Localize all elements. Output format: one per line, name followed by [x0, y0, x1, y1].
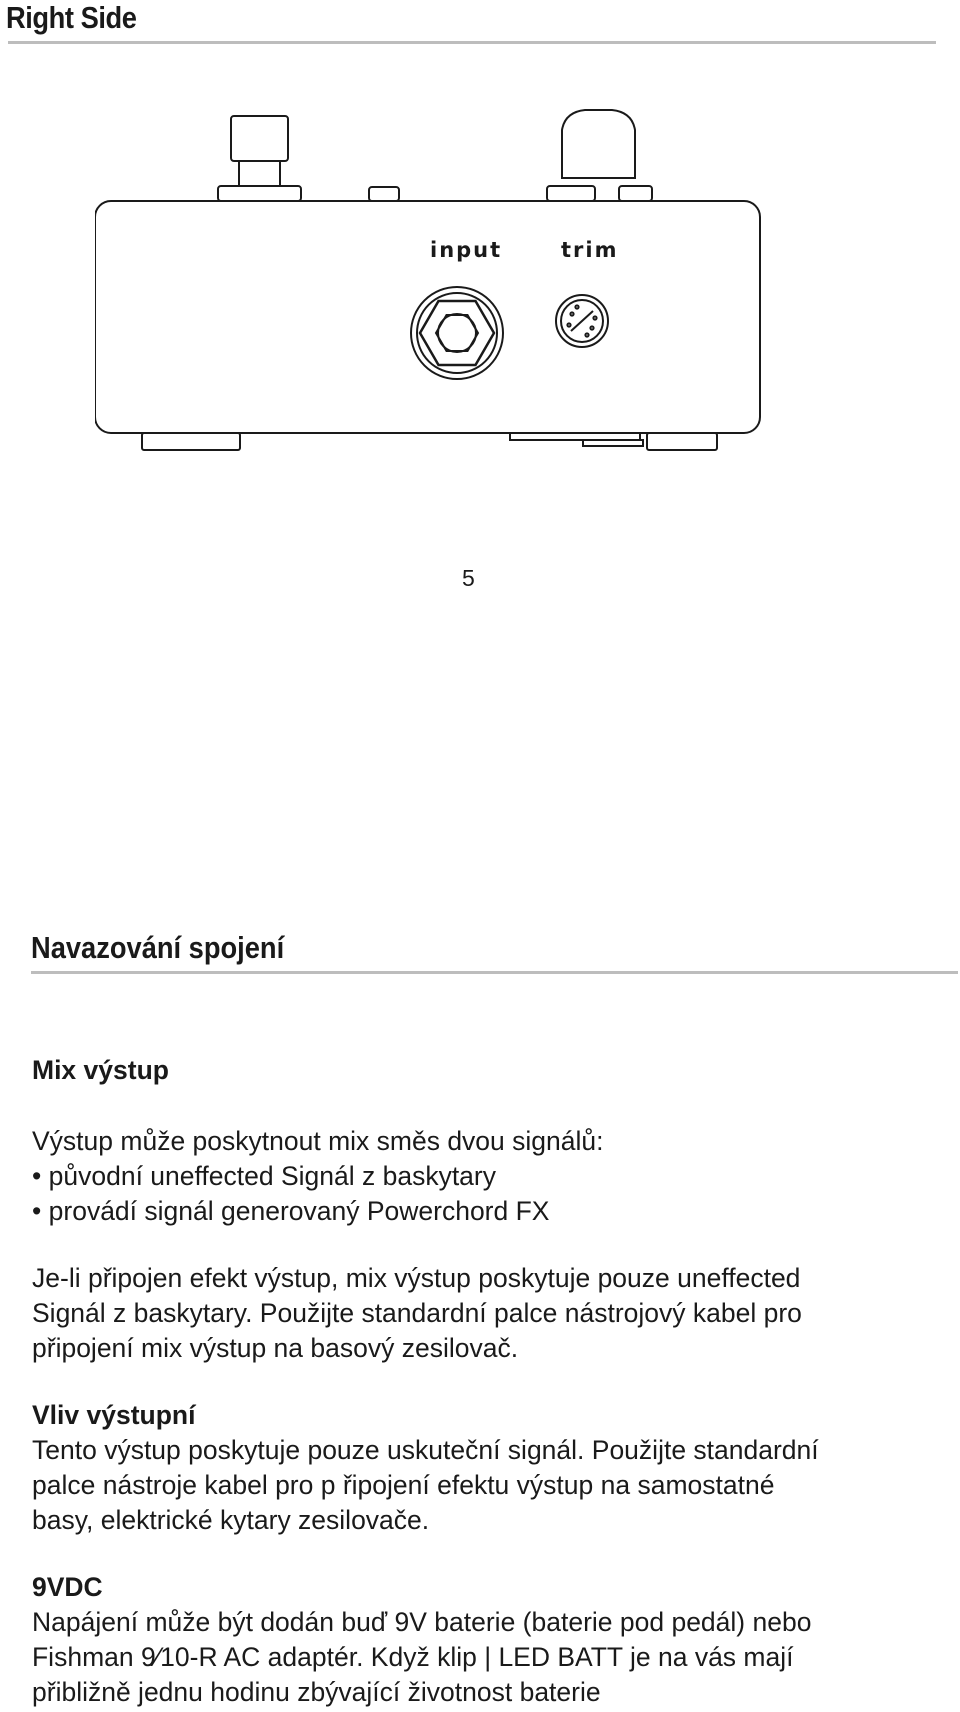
section-divider [31, 971, 958, 974]
page-number: 5 [462, 565, 475, 591]
effect-para-line: palce nástroje kabel pro p řipojení efektu výstup na samostatné [32, 1470, 775, 1500]
heading-divider [8, 41, 936, 44]
effect-para-line: basy, elektrické kytary zesilovače. [32, 1505, 430, 1535]
mix-bullet: • provádí signál generovaný Powerchord FX [32, 1196, 550, 1226]
center-plate-tab [583, 440, 643, 446]
right-foot [647, 433, 717, 450]
right-knob-base-right [619, 186, 652, 201]
mix-para-line: Signál z baskytary. Použijte standardní palce nástrojový kabel pro [32, 1298, 802, 1328]
power-para-line: Napájení může být dodán buď 9V baterie (baterie pod pedál) nebo [32, 1607, 812, 1637]
mix-para-line: připojení mix výstup na basový zesilovač. [32, 1333, 519, 1363]
footswitch-base [218, 186, 301, 201]
mix-heading: Mix výstup [32, 1055, 169, 1085]
pedal-body [95, 201, 760, 433]
mix-bullet: • původní uneffected Signál z baskytary [32, 1161, 496, 1191]
power-para-line: přibližně jednu hodinu zbývající životnost baterie [32, 1677, 601, 1707]
input-label: input [430, 238, 503, 262]
right-knob-base-left [547, 186, 595, 201]
left-foot [142, 433, 240, 450]
input-jack-ring [417, 293, 497, 373]
input-jack-hole [438, 314, 476, 352]
effect-para-line: Tento výstup poskytuje pouze uskuteční signál. Použijte standardní [32, 1435, 819, 1465]
center-plate [510, 433, 640, 440]
right-knob [562, 110, 635, 178]
footswitch-stem [239, 161, 280, 186]
power-heading: 9VDC [32, 1572, 103, 1602]
effect-heading: Vliv výstupní [32, 1400, 196, 1430]
top-tab [369, 187, 399, 201]
section-title: Navazování spojení [31, 930, 285, 965]
page-heading: Right Side [6, 0, 137, 35]
power-para-line: Fishman 9⁄10-R AC adaptér. Když klip | LED BATT je na vás mají [32, 1642, 794, 1672]
pedal-side-diagram [95, 100, 855, 460]
mix-para-line: Je-li připojen efekt výstup, mix výstup poskytuje pouze uneffected [32, 1263, 801, 1293]
footswitch-cap [231, 116, 288, 161]
trim-label: trim [561, 238, 619, 262]
mix-intro: Výstup může poskytnout mix směs dvou signálů: [32, 1126, 604, 1156]
